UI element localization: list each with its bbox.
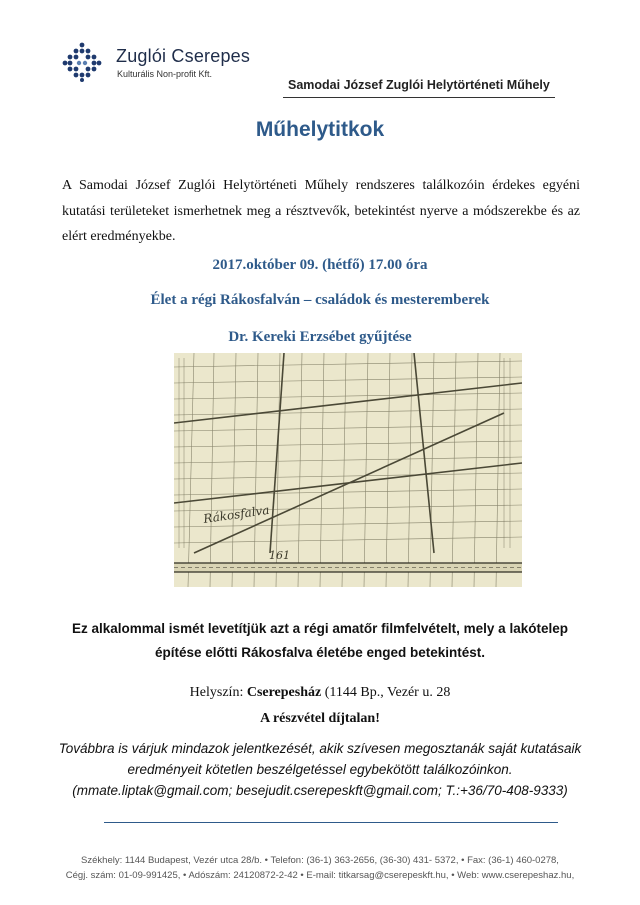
venue-address: (1144 Bp., Vezér u. 28 — [324, 685, 451, 700]
footer-address-line: Székhely: 1144 Budapest, Vezér utca 28/b. • Telefon: (36-1) 363-2656, (36-30) 431- 5372, • Fax: (36-1) 460-0278, — [81, 855, 559, 866]
film-note — [0, 617, 640, 665]
brand-subtitle: Kulturális Non-profit Kft. — [117, 69, 213, 79]
film-note-line-1: Ez alkalommal ismét levetítjük azt a régi amatőr filmfelvételt, mely a lakótelep — [72, 621, 568, 636]
contact-line: (mmate.liptak@gmail.com; besejudit.cserepeskft@gmail.com; T.:+36/70-408-9333) — [72, 783, 568, 798]
map-place-label: Rákosfalva — [202, 502, 271, 526]
film-note-line-2: építése előtti Rákosfalva életébe enged betekintést. — [154, 645, 486, 660]
venue-label: Helyszín: — [189, 685, 244, 700]
footer-divider — [104, 822, 558, 823]
historic-map-image — [174, 353, 522, 587]
map-drawing — [174, 353, 522, 587]
invitation-line-2: eredményeit kötetlen beszélgetéssel egybekötött találkozóinkon. — [127, 762, 513, 777]
invitation-text — [30, 738, 610, 801]
event-collection: Dr. Kereki Erzsébet gyűjtése — [228, 329, 412, 345]
footer-registration-line: Cégj. szám: 01-09-991425, • Adószám: 24120872-2-42 • E-mail: titkarsag@cserepeskft.hu, • Web: www.cserepeshaz.hu, — [65, 870, 575, 881]
event-topic: Élet a régi Rákosfalván – családok és mesteremberek — [150, 292, 490, 308]
workshop-name: Samodai József Zuglói Helytörténeti Műhely — [288, 78, 550, 92]
dotted-grid-logo-icon — [62, 42, 102, 82]
header-divider — [283, 97, 555, 98]
intro-paragraph: A Samodai József Zuglói Helytörténeti Műhely rendszeres találkozóin érdekes egyéni kutatási területeket ismerhetnek meg a résztvevők, betekintést nyerve a módszerekbe és az elért eredményekbe. — [62, 178, 580, 244]
event-datetime: 2017.október 09. (hétfő) 17.00 óra — [212, 257, 428, 273]
invitation-line-1: Továbbra is várjuk mindazok jelentkezését, akik szívesen megosztanák saját kutatásaik — [58, 741, 582, 756]
brand-name: Zuglói Cserepes — [116, 46, 251, 66]
venue-line — [0, 685, 640, 701]
page-title: Műhelytitkok — [255, 118, 385, 141]
map-road-label: 161 — [269, 549, 290, 562]
free-admission-note: A részvétel díjtalan! — [260, 711, 380, 726]
venue-name: Cserepesház — [246, 685, 322, 700]
